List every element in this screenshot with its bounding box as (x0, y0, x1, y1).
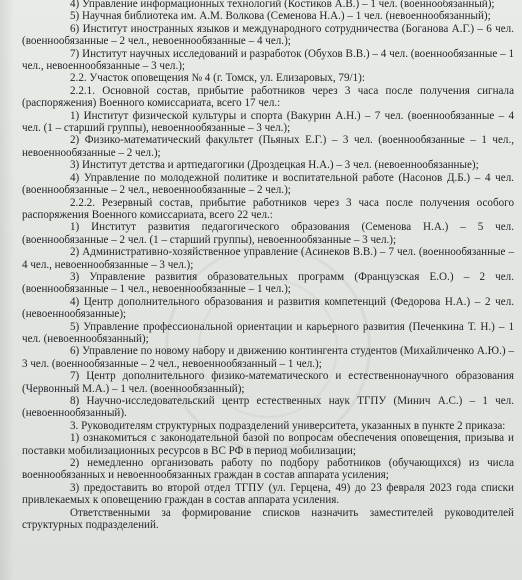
document-body (22, 0, 514, 531)
section-heading: 2.2.2. Резервный состав, прибытие работников через 3 часа после получения особого распоряжения Военного комиссариата, всего 22 чел.: (22, 196, 514, 221)
paragraph: 8) Научно-исследовательский центр естественных наук ТГПУ (Минич А.С.) – 1 чел. (невоеннообязанный). (22, 395, 514, 420)
paragraph: 5) Управление профессиональной ориентации и карьерного развития (Печенкина Т. Н.) – 1 чел. (невоеннообязанный); (22, 320, 514, 345)
paragraph: 6) Управление по новому набору и движению контингента студентов (Михайличенко А.Ю.) – 3 чел. (военнообязанные – 2 чел., невоеннообязанный – 1 чел.); (22, 345, 514, 370)
paragraph: 7) Институт научных исследований и разработок (Обухов В.В.) – 4 чел. (военнообязанные – 1 чел., невоеннообязанные – 3 чел.); (22, 47, 514, 73)
paragraph: 6) Институт иностранных языков и международного сотрудничества (Боганова А.Г.) – 6 чел. (военнообязанные – 2 чел., невоеннообязанные – 4 чел.); (22, 22, 514, 48)
paragraph: 1) Институт развития педагогического образования (Семенова Н.А.) – 5 чел. (военнообязанные – 2 чел. (1 – старший группы), невоеннообязанные – 3 чел.); (22, 221, 514, 246)
paragraph: 4) Управление информационных технологий (Костиков А.В.) – 1 чел. (военнообязанный); (70, 0, 495, 10)
paragraph: 1) ознакомиться с законодательной базой по вопросам обеспечения оповещения, призыва и поставки мобилизационных ресурсов в ВС РФ в период мобилизации; (22, 432, 514, 457)
section-heading: 3. Руководителям структурных подразделений университета, указанных в пункте 2 приказа: (70, 419, 506, 432)
paragraph: 5) Научная библиотека им. А.М. Волкова (Семенова Н.А.) – 1 чел. (невоеннообязанный); (70, 10, 491, 23)
section-heading: 2.2.1. Основной состав, прибытие работников через 3 часа после получения сигнала (распоряжения) Военного комиссариата, всего 17 чел.: (22, 84, 514, 110)
paragraph: 4) Управление по молодежной политике и воспитательной работе (Насонов Д.Б.) – 4 чел. (военнообязанные – 2 чел., невоеннообязанные – 2 чел.); (22, 171, 514, 197)
paragraph: 2) Физико-математический факультет (Пьяных Е.Г.) – 3 чел. (военнообязанные – 1 чел., невоеннообязанные – 2 чел.); (22, 134, 514, 159)
paragraph: 3) Институт детства и артпедагогики (Дроздецкая Н.А.) – 3 чел. (невоеннообязанные); (70, 159, 479, 172)
paragraph: 3) Управление развития образовательных программ (Французская Е.О.) – 2 чел. (военнообязанные – 1 чел., невоеннообязанные – 1 чел.); (22, 270, 514, 296)
paragraph: 7) Центр дополнительного физико-математического и естественнонаучного образования (Червонный М.А.) – 1 чел. (военнообязанный); (22, 370, 514, 395)
paragraph: 2) Административно-хозяйственное управление (Асинеков В.В.) – 7 чел. (военнообязанные – 4 чел., невоеннообязанные – 3 чел.); (22, 246, 514, 271)
page-edge-shadow (0, 0, 14, 580)
section-heading: 2.2. Участок оповещения № 4 (г. Томск, ул. Елизаровых, 79/1): (70, 72, 365, 85)
paragraph: 2) немедленно организовать работу по подбору работников (обучающихся) из числа военнообязанных и невоеннообязанных граждан в состав аппарата усиления; (22, 457, 514, 482)
paragraph: 4) Центр дополнительного образования и развития компетенций (Федорова Н.А.) – 2 чел. (невоеннообязанные); (22, 295, 514, 321)
paragraph: Ответственными за формирование списков назначить заместителей руководителей структурных подразделений. (22, 506, 514, 532)
paragraph: 1) Институт физической культуры и спорта (Вакурин А.Н.) – 7 чел. (военнообязанные – 4 чел. (1 – старший группы), невоеннообязанные – 3 чел.); (22, 109, 514, 135)
paragraph: 3) предоставить во второй отдел ТГПУ (ул. Герцена, 49) до 23 февраля 2023 года списки привлекаемых к оповещению граждан в состав аппарата усиления. (22, 481, 514, 507)
